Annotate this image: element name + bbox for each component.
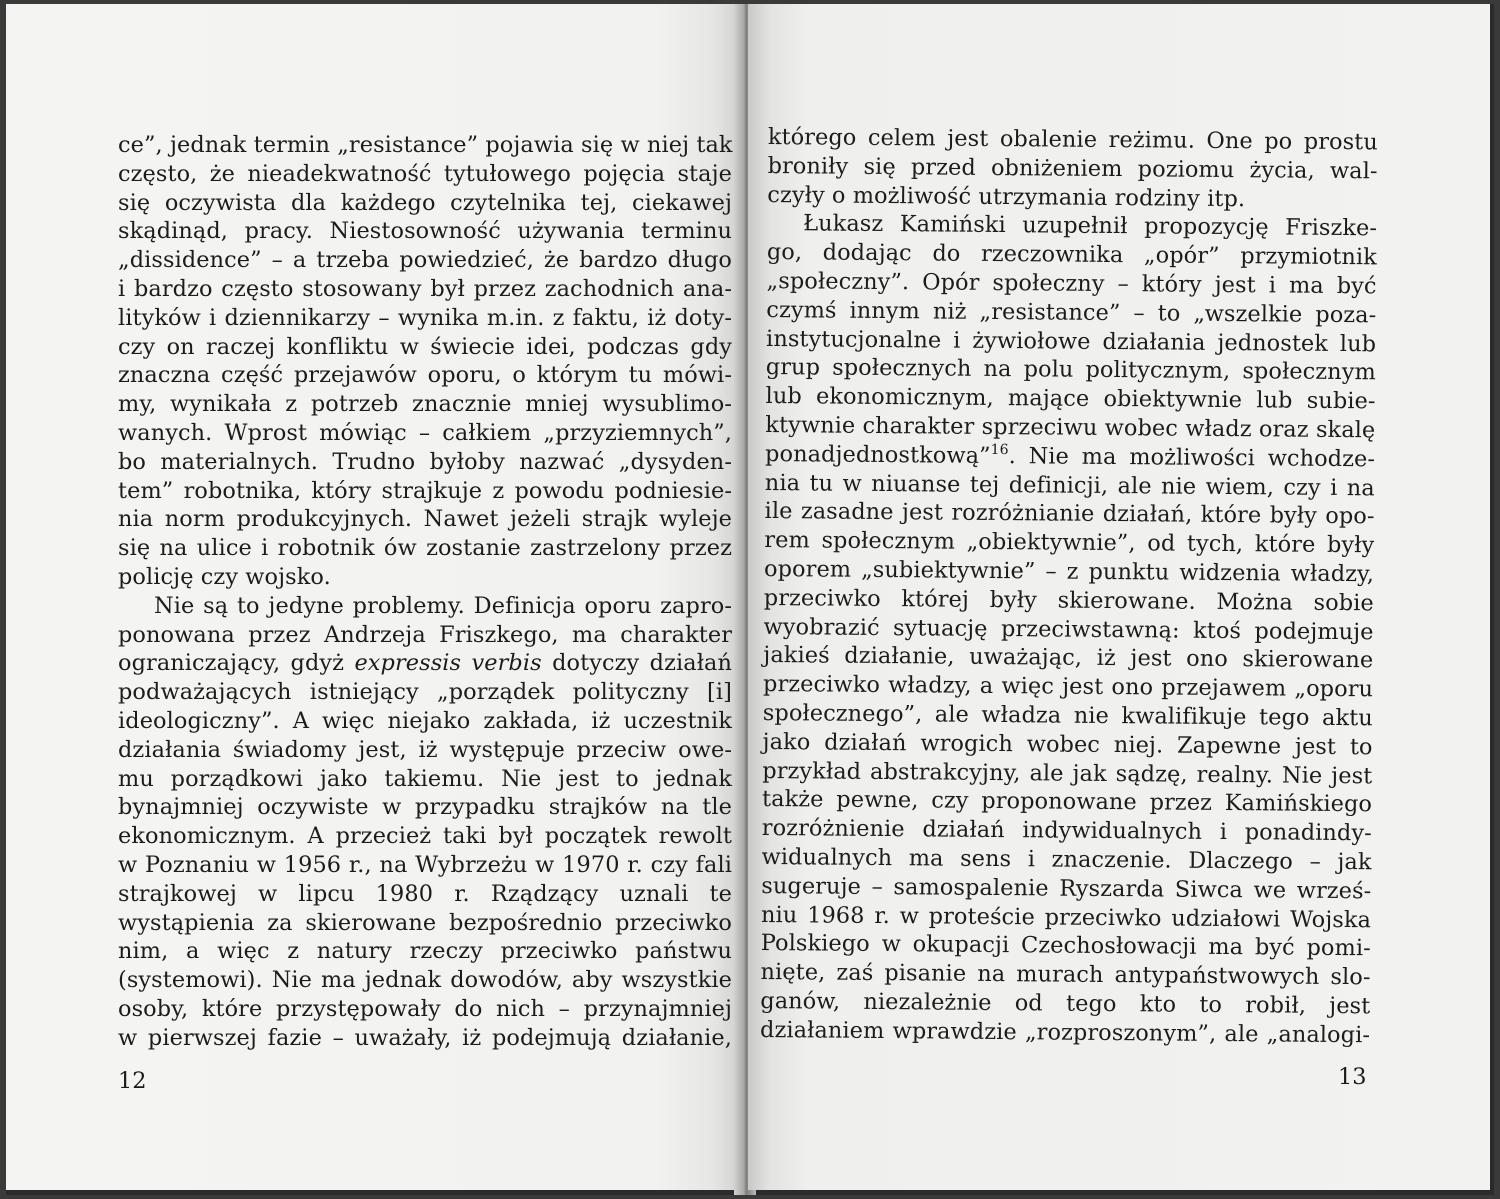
text-line: „społeczny”. Opór społeczny – który jest i ma być (766, 267, 1377, 300)
text-line: nia tu w niuanse tej definicji, ale nie wiem, czy i na (764, 469, 1375, 501)
text-line: jakieś działanie, uważając, iż jest ono skierowane (763, 642, 1374, 674)
text-line: w Poznaniu w 1956 r., na Wybrzeżu w 1970 r. czy fali (118, 851, 732, 878)
text-run: dotyczy działań (552, 650, 733, 677)
text-line: czymś innym niż „resistance” – to „wszelkie poza- (766, 296, 1377, 329)
footnote-marker: 16 (990, 441, 1009, 458)
text-line: wyobrazić sytuację przeciwstawną: ktoś podejmuje (763, 613, 1374, 645)
text-line: się na ulice i robotnik ów zostanie zastrzelony przez (118, 535, 732, 562)
text-line: znaczna część przejawów oporu, o którym tu mówi- (118, 362, 732, 389)
text-line: lityków i dziennikarzy – wynika m.in. z faktu, iż doty- (118, 304, 732, 331)
left-page-text (118, 131, 732, 1053)
text-line: niu 1968 r. w proteście przeciwko udziałowi Wojska (760, 901, 1372, 933)
text-line: działaniem wprawdzie „rozproszonym”, ale „analogi- (759, 1016, 1371, 1048)
text-line: ideologiczny”. A więc niejako zakłada, iż uczestnik (118, 707, 732, 734)
left-page (6, 4, 742, 1190)
text-line: także pewne, czy proponowane przez Kamińskiego (761, 786, 1373, 818)
text-line: grup społecznych na polu politycznym, społecznym (765, 354, 1376, 386)
text-line: bo materialnych. Trudno byłoby nazwać „dysyden- (118, 448, 732, 475)
text-line: my, wynikała z potrzeb znacznie mniej wysublimo- (118, 391, 732, 418)
text-line: podważających istniejący „porządek polityczny [i] (118, 679, 732, 706)
text-line: broniły się przed obniżeniem poziomu życia, wal- (767, 152, 1378, 185)
text-line: wystąpienia za skierowane bezpośrednio przeciwko (118, 909, 732, 936)
text-line: czy on raczej konfliktu w świecie idei, podczas gdy (118, 333, 732, 360)
text-line: w pierwszej fazie – uważały, iż podejmują działanie, (118, 1024, 732, 1051)
text-line: ponowana przez Andrzeja Friszkego, ma charakter (118, 621, 732, 648)
text-line: przeciwko władzy, a więc jest ono przejawem „oporu (762, 671, 1374, 703)
text-line: skądinąd, pracy. Niestosowność używania terminu (118, 218, 732, 245)
text-line: nia norm produkcyjnych. Nawet jeżeli strajk wyleje (118, 506, 732, 533)
text-line: wanych. Wprost mówiąc – całkiem „przyziemnych”, (118, 419, 732, 446)
text-line: jako działań wrogich wobec niej. Zapewne jest to (762, 728, 1373, 761)
text-line: przykład abstrakcyjny, ale jak sądzę, realny. Nie jest (762, 757, 1373, 789)
text-line: osoby, które przystępowały do nich – przynajmniej (118, 995, 732, 1022)
text-line: instytucjonalne i żywiołowe działania jednostek lub (766, 325, 1377, 357)
text-line: rem społecznym „obiektywnie”, od tych, które były (764, 527, 1375, 559)
text-line: nim, a więc z natury rzeczy przeciwko państwu (118, 938, 732, 965)
text-line: ce”, jednak termin „resistance” pojawia się w niej tak (118, 132, 733, 158)
text-line: działania świadomy jest, iż występuje przeciw owe- (118, 736, 732, 763)
text-line: przeciwko której były skierowane. Można sobie (763, 584, 1374, 617)
text-line: społecznego”, ale władza nie kwalifikuje tego aktu (762, 699, 1373, 732)
book-spread (6, 4, 1494, 1195)
text-line: sugeruje – samospalenie Ryszarda Siwca we wrześ- (761, 872, 1372, 905)
page-number: 13 (1338, 1064, 1367, 1090)
right-page (748, 4, 1490, 1190)
text-line: Polskiego w okupacji Czechosłowacji ma być pomi- (760, 930, 1371, 962)
text-line: nięte, zaś pisanie na murach antypaństwowych slo- (760, 959, 1371, 991)
text-line: ktywnie charakter sprzeciwu wobec władz oraz skalę (765, 411, 1376, 444)
text-line: widualnych ma sens i znaczenie. Dlaczego – jak (761, 843, 1372, 876)
text-line: ekonomicznym. A przecież taki był początek rewolt (118, 823, 732, 850)
text-line: ile zasadne jest rozróżnianie działań, które były opo- (764, 498, 1375, 530)
text-line: rozróżnienie działań indywidualnych i ponadindy- (761, 815, 1372, 847)
text-line: ganów, niezależnie od tego kto to robił, jest (760, 987, 1371, 1020)
text-line: policję czy wojsko. (118, 563, 331, 590)
text-line: Nie są to jedyne problemy. Definicja oporu zapro- (154, 592, 732, 619)
text-line-mixed (765, 440, 1375, 474)
text-line: mu porządkowi jako takiemu. Nie jest to jednak (118, 765, 732, 792)
italic-phrase: expressis verbis (354, 650, 542, 677)
page-number: 12 (118, 1068, 147, 1094)
text-run: ograniczający, gdyż (118, 650, 345, 677)
text-line: lub ekonomicznym, mające obiektywnie lub subie- (765, 383, 1376, 415)
text-line: często, że nieadekwatność tytułowego pojęcia staje (118, 160, 732, 187)
text-run: . Nie ma możliwości wchodze- (1008, 442, 1376, 473)
text-line-mixed (118, 649, 732, 678)
text-line: go, dodając do rzeczownika „opór” przymiotnik (766, 239, 1377, 271)
text-line: bynajmniej oczywiste w przypadku strajków na tle (118, 794, 732, 821)
text-line: strajkowej w lipcu 1980 r. Rządzący uznali te (118, 880, 732, 907)
text-line: tem” robotnika, który strajkuje z powodu podniesie- (118, 477, 732, 504)
right-page-text (760, 123, 1378, 1050)
text-line: czyły o możliwość utrzymania rodziny itp. (767, 181, 1246, 212)
text-line: i bardzo często stosowany był przez zachodnich ana- (118, 275, 732, 302)
text-line: się oczywista dla każdego czytelnika tej, ciekawej (118, 189, 732, 216)
text-line: (systemowi). Nie ma jednak dowodów, aby wszystkie (118, 967, 732, 994)
text-line: którego celem jest obalenie reżimu. One po prostu (767, 123, 1378, 156)
text-line: „dissidence” – a trzeba powiedzieć, że bardzo długo (118, 247, 732, 274)
text-line: oporem „subiektywnie” – z punktu widzenia władzy, (763, 555, 1375, 588)
text-run: ponadjednostkową” (765, 440, 991, 469)
text-line: Łukasz Kamiński uzupełnił propozycję Friszke- (803, 210, 1378, 242)
